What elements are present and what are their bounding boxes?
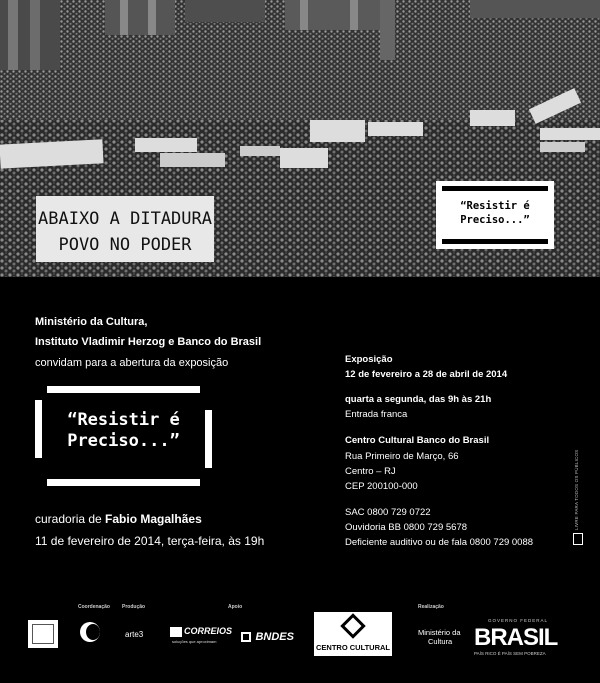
label-coordination: Coordenação bbox=[78, 604, 110, 610]
minc-line1: Ministério da bbox=[418, 628, 461, 637]
logo-frame-top bbox=[47, 386, 200, 393]
bndes-name: BNDES bbox=[255, 630, 294, 643]
bndes-logo bbox=[241, 628, 294, 643]
ccbb-logo bbox=[314, 612, 392, 656]
institute-logo bbox=[28, 620, 58, 648]
production-name: arte3 bbox=[125, 630, 144, 639]
label-production: Produção bbox=[122, 604, 146, 610]
protest-photo bbox=[0, 0, 600, 277]
logo-bar-bottom bbox=[442, 239, 548, 244]
government-logo bbox=[474, 618, 574, 658]
gov-top-text: GOVERNO FEDERAL bbox=[488, 618, 549, 623]
moon-logo bbox=[80, 622, 100, 642]
logo-bar-top bbox=[442, 186, 548, 191]
logo-frame-bottom bbox=[47, 479, 200, 486]
curator-name: Fabio Magalhães bbox=[105, 512, 202, 526]
gov-brasil-text: BRASIL bbox=[474, 624, 558, 651]
exhibition-dates: 12 de fevereiro a 28 de abril de 2014 bbox=[345, 369, 508, 380]
organizers-line1: Ministério da Cultura, bbox=[35, 316, 148, 328]
rating-note-text: LIVRE PARA TODOS OS PÚBLICOS bbox=[574, 449, 579, 530]
exhibition-entry: Entrada franca bbox=[345, 409, 408, 420]
logo-title-line2: Preciso...” bbox=[67, 431, 180, 452]
venue-zip: CEP 200100-000 bbox=[345, 481, 418, 492]
label-realization: Realização bbox=[418, 604, 444, 610]
rating-icon bbox=[573, 533, 583, 545]
minc-logo bbox=[418, 628, 461, 646]
photo-exhibition-logo bbox=[436, 181, 554, 249]
opening-date: 11 de fevereiro de 2014, terça-feira, às 19h bbox=[35, 534, 265, 548]
rating-note bbox=[571, 430, 585, 545]
venue-street: Rua Primeiro de Março, 66 bbox=[345, 451, 459, 462]
contact-sac: SAC 0800 729 0722 bbox=[345, 507, 431, 518]
banner-main-line1: ABAIXO A DITADURA bbox=[38, 209, 212, 229]
exhibition-logo bbox=[35, 386, 212, 486]
exhibition-label: Exposição bbox=[345, 354, 393, 365]
photo-logo-line1: “Resistir é bbox=[460, 200, 530, 212]
venue-district: Centro – RJ bbox=[345, 466, 396, 477]
banner-main-line2: POVO NO PODER bbox=[58, 235, 192, 255]
contact-deaf: Deficiente auditivo ou de fala 0800 729 0088 bbox=[345, 537, 534, 548]
contact-ouvidoria: Ouvidoria BB 0800 729 5678 bbox=[345, 522, 468, 533]
minc-line2: Cultura bbox=[428, 637, 453, 646]
gov-slogan-text: PAÍS RICO É PAÍS SEM POBREZA bbox=[474, 651, 546, 656]
invitation-text: convidam para a abertura da exposição bbox=[35, 357, 229, 369]
logo-title-line1: “Resistir é bbox=[67, 410, 180, 430]
curator-line bbox=[35, 512, 202, 526]
label-support: Apoio bbox=[228, 604, 243, 610]
venue-name: Centro Cultural Banco do Brasil bbox=[345, 435, 490, 446]
correios-slogan: soluções que aproximam bbox=[172, 639, 217, 644]
exhibition-hours: quarta a segunda, das 9h às 21h bbox=[345, 394, 492, 405]
organizers-line2: Instituto Vladimir Herzog e Banco do Brasil bbox=[35, 336, 262, 348]
correios-logo bbox=[170, 626, 233, 646]
ccbb-name: CENTRO CULTURAL bbox=[315, 643, 391, 652]
sponsor-strip bbox=[0, 598, 600, 683]
correios-name: CORREIOS bbox=[184, 626, 233, 636]
photo-logo-line2: Preciso...” bbox=[460, 214, 530, 227]
curator-prefix: curadoria de bbox=[35, 512, 106, 526]
